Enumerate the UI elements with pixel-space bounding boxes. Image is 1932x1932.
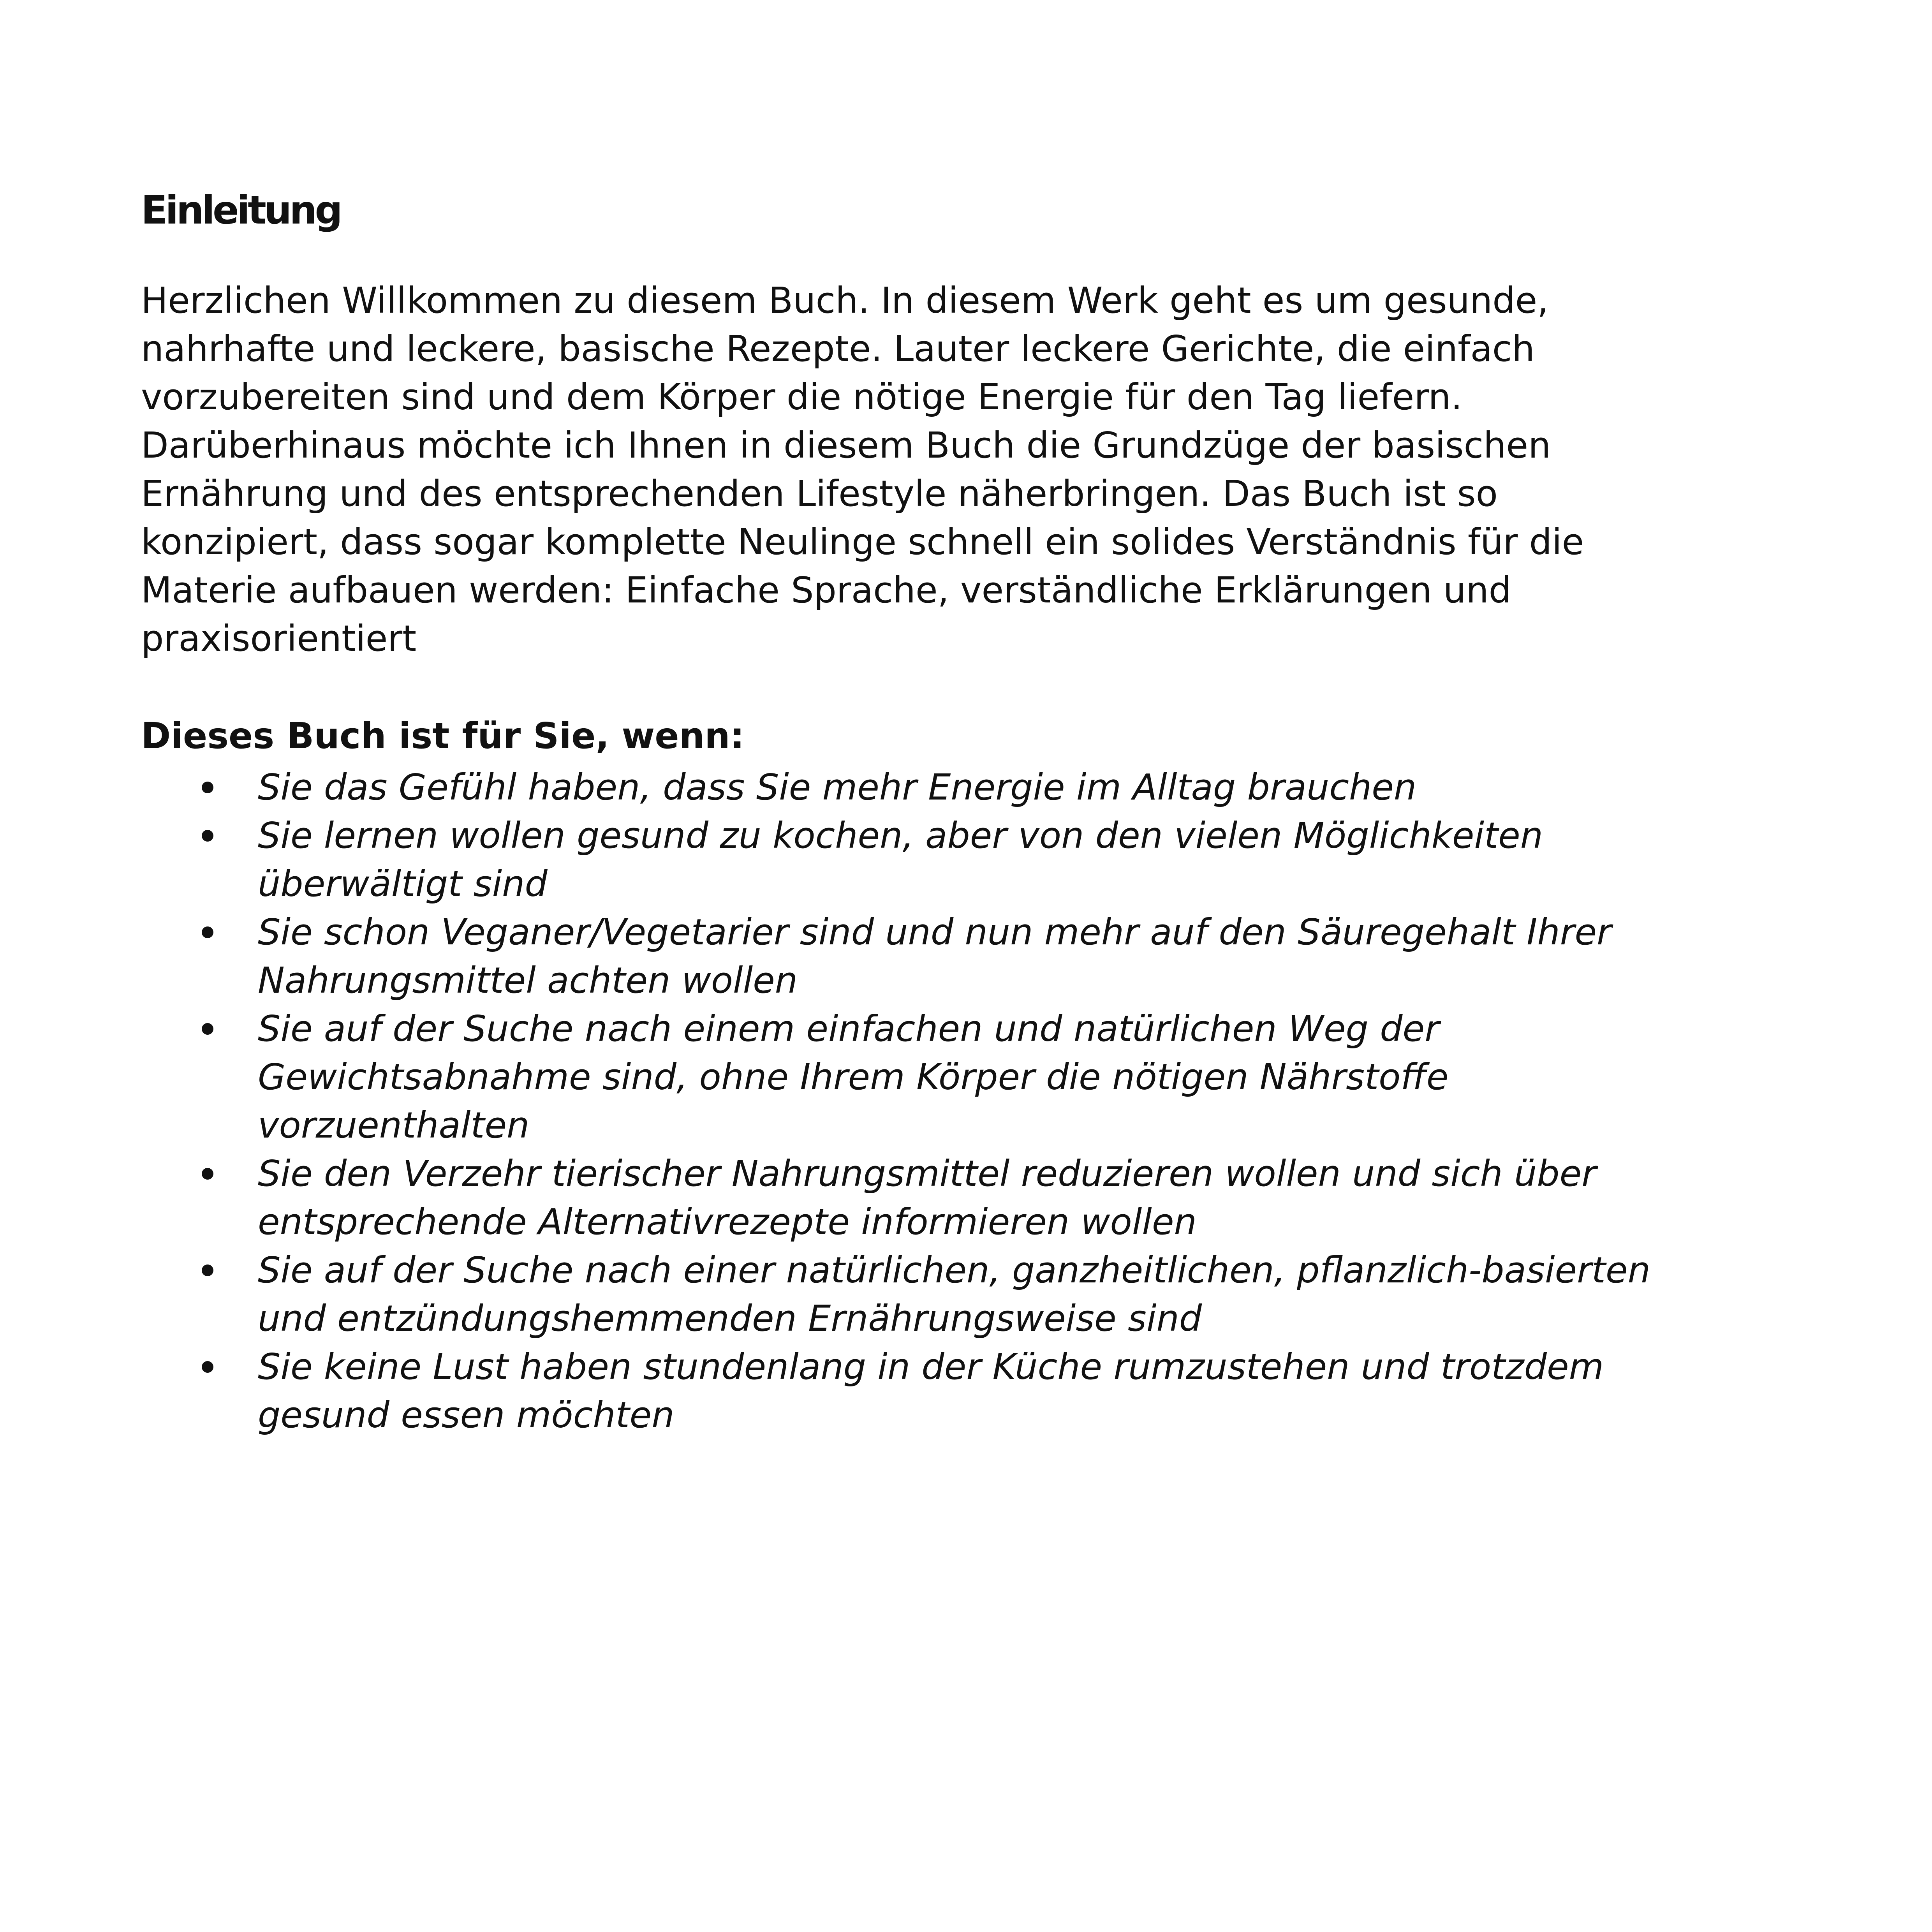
list-item-line: Sie auf der Suche nach einer natürlichen, ganzheitlichen, pflanzlich-basierten [258, 1249, 1650, 1291]
intro-line: Darüberhinaus möchte ich Ihnen in diesem Buch die Grundzüge der basischen [141, 424, 1551, 466]
intro-paragraph [141, 277, 1699, 663]
intro-line: Ernährung und des entsprechenden Lifestyle näherbringen. Das Buch ist so [141, 473, 1498, 514]
bullet-icon [202, 1168, 213, 1180]
intro-line: Materie aufbauen werden: Einfache Sprache, verständliche Erklärungen und [141, 569, 1512, 611]
list-item [141, 908, 1777, 1005]
list-item-line: vorzuenthalten [258, 1104, 530, 1146]
bullet-icon [202, 1023, 213, 1035]
list-item [141, 763, 1777, 812]
list-item [141, 812, 1777, 908]
page-content [141, 183, 1777, 1439]
list-item [141, 1150, 1777, 1246]
bullet-icon [202, 1361, 213, 1373]
intro-line: praxisorientiert [141, 618, 417, 659]
intro-line: nahrhafte und leckere, basische Rezepte. Lauter leckere Gerichte, die einfach [141, 328, 1535, 370]
list-item [141, 1343, 1777, 1439]
list-item-line: entsprechende Alternativrezepte informieren wollen [258, 1201, 1197, 1243]
bullet-icon [202, 1265, 213, 1276]
intro-line: vorzubereiten sind und dem Körper die nötige Energie für den Tag liefern. [141, 376, 1462, 418]
list-item-line: gesund essen möchten [258, 1394, 675, 1436]
bullet-icon [202, 830, 213, 842]
bullet-icon [202, 926, 213, 938]
list-item-line: Sie den Verzehr tierischer Nahrungsmittel reduzieren wollen und sich über [258, 1153, 1597, 1194]
list-item-line: Sie lernen wollen gesund zu kochen, aber von den vielen Möglichkeiten [258, 815, 1543, 856]
list-item-line: Sie das Gefühl haben, dass Sie mehr Energie im Alltag brauchen [258, 766, 1417, 808]
list-item-line: Sie keine Lust haben stundenlang in der Küche rumzustehen und trotzdem [258, 1346, 1604, 1388]
list-item-line: überwältigt sind [258, 863, 548, 905]
audience-heading: Dieses Buch ist für Sie, wenn: [141, 715, 745, 757]
list-item-line: Gewichtsabnahme sind, ohne Ihrem Körper die nötigen Nährstoffe [258, 1056, 1449, 1098]
list-item [141, 1246, 1777, 1343]
list-item-line: Sie schon Veganer/Vegetarier sind und nun mehr auf den Säuregehalt Ihrer [258, 911, 1611, 953]
intro-line: Herzlichen Willkommen zu diesem Buch. In diesem Werk geht es um gesunde, [141, 280, 1549, 321]
list-item [141, 1005, 1777, 1150]
audience-list [141, 763, 1777, 1439]
list-item-line: Sie auf der Suche nach einem einfachen und natürlichen Weg der [258, 1008, 1440, 1050]
list-item-line: und entzündungshemmenden Ernährungsweise sind [258, 1298, 1202, 1339]
intro-line: konzipiert, dass sogar komplette Neulinge schnell ein solides Verständnis für die [141, 521, 1584, 563]
bullet-icon [202, 782, 213, 793]
list-item-line: Nahrungsmittel achten wollen [258, 960, 798, 1001]
page-title: Einleitung [141, 187, 340, 233]
